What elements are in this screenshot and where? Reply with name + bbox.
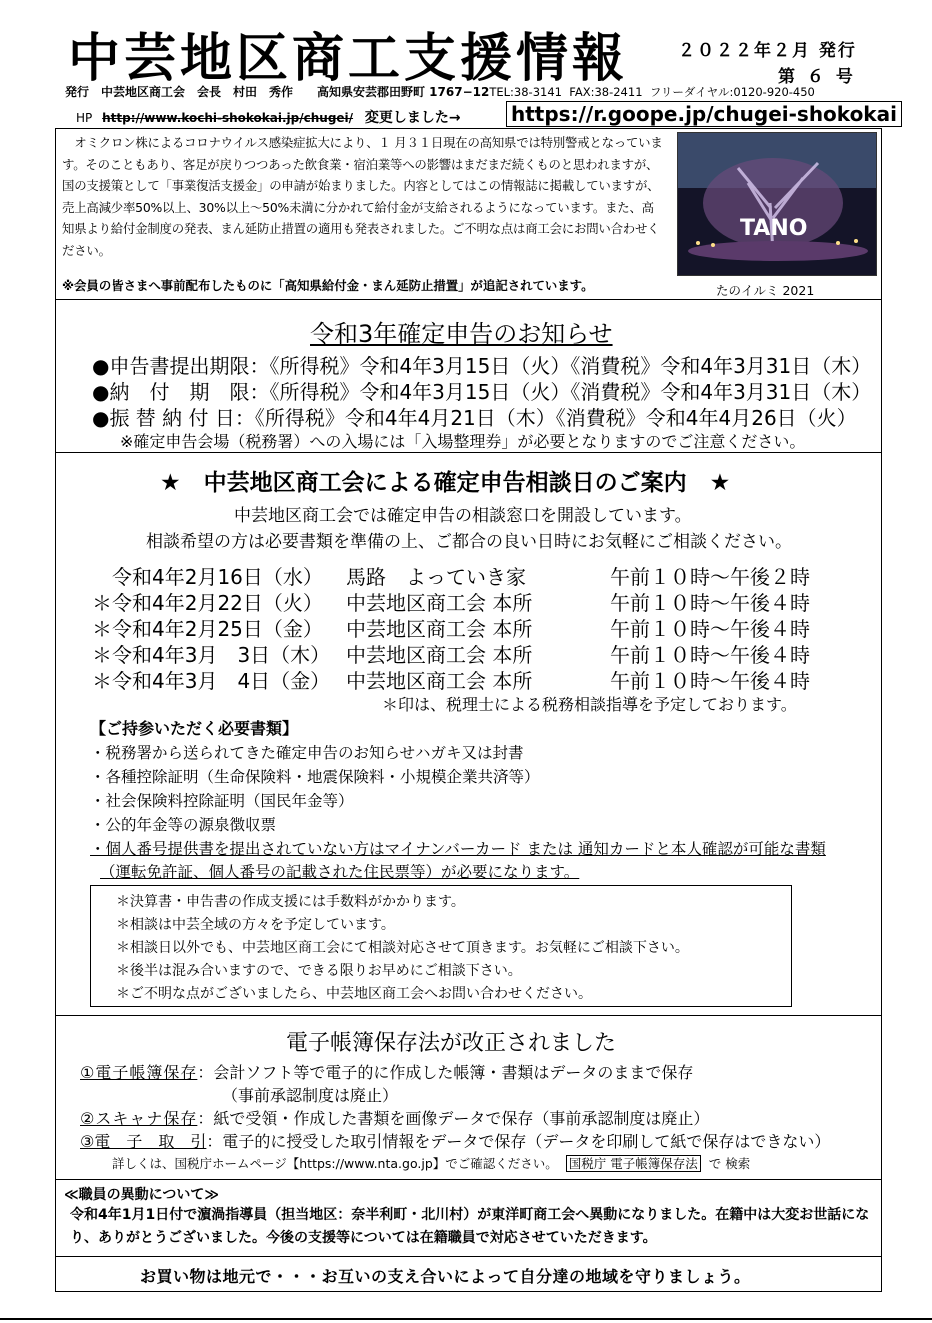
schedule-date: 令和4年2月16日（水）: [112, 565, 323, 589]
doc-item: （運転免許証、個人番号の記載された住民票等）が必要になります。: [100, 863, 580, 881]
doc-item: ・税務署から送られてきた確定申告のお知らせハガキ又は封書: [90, 744, 524, 762]
transfer-text: 令和4年1月1日付で濵渦指導員（担当地区：奈半利町・北川村）が東洋町商工会へ異動になりました。在籍中は大変お世話になり、ありがとうございました。今後の支援等については在籍職員で対応させていただきます。: [70, 1207, 870, 1246]
photo-sign-text: TANO: [740, 216, 808, 241]
ebook-item-label: ①電子帳簿保存: [80, 1063, 198, 1082]
fax: FAX:38-2411: [569, 85, 643, 99]
consult-note: ＊相談は中芸全域の方々を予定しています。: [116, 917, 395, 933]
ebook-item-3: [80, 1129, 830, 1152]
doc-item: ・各種控除証明（生命保険料・地震保険料・小規模企業共済等）: [90, 768, 540, 786]
tax-notice-heading: 令和3年確定申告のお知らせ: [310, 320, 613, 348]
ebook-item-label: ③電 子 取 引: [80, 1132, 207, 1151]
consult-note: ＊後半は混み合いますので、できる限りお早めにご相談下さい。: [116, 963, 522, 979]
schedule-time: 午前１０時～午後４時: [610, 591, 810, 615]
search-suffix: で 検索: [708, 1156, 751, 1171]
consultation-heading: ★ 中芸地区商工会による確定申告相談日のご案内 ★: [160, 470, 731, 496]
changed-label: 変更しました→: [364, 110, 461, 126]
homepage-line: [76, 107, 461, 127]
ebook-item-1: [80, 1060, 693, 1083]
new-url-link[interactable]: https://r.goope.jp/chugei-shokokai: [506, 101, 902, 127]
ebook-item-label: ②スキャナ保存: [80, 1109, 198, 1128]
schedule-time: 午前１０時～午後４時: [610, 617, 810, 641]
consultation-lead-1: 中芸地区商工会では確定申告の相談窓口を開設しています。: [234, 506, 692, 526]
photo-caption: たのイルミ 2021: [716, 283, 815, 298]
old-url-link[interactable]: http://www.kochi-shokokai.jp/chugei/: [102, 111, 354, 125]
hp-label: HP: [76, 111, 93, 125]
tax-row-transfer: ●振 替 納 付 日：《所得税》令和4年4月21日（木）《消費税》令和4年4月26日（火）: [92, 406, 857, 430]
newsletter-title: 中芸地区商工支援情報: [68, 29, 629, 89]
consult-note: ＊決算書・申告書の作成支援には手数料がかかります。: [116, 894, 465, 910]
ebook-footer: [112, 1154, 750, 1172]
ebook-item-2: [80, 1106, 709, 1129]
schedule-time: 午前１０時～午後４時: [610, 669, 810, 693]
publisher-info: [65, 83, 815, 100]
doc-item: ・公的年金等の源泉徴収票: [90, 816, 277, 834]
schedule-place: 馬路 よっていき家: [346, 565, 526, 589]
schedule-place: 中芸地区商工会 本所: [346, 617, 533, 641]
transfer-heading: ≪職員の異動について≫: [64, 1187, 220, 1203]
doc-item: ・社会保険料控除証明（国民年金等）: [90, 792, 354, 810]
consult-note: ＊ご不明な点がございましたら、中芸地区商工会へお問い合わせください。: [116, 986, 592, 1002]
schedule-place: 中芸地区商工会 本所: [346, 591, 533, 615]
ebook-item-1b: （事前承認制度は廃止）: [222, 1086, 399, 1105]
photo-image: [678, 133, 876, 275]
doc-item: ・個人番号提供書を提出されていない方はマイナンバーカード または 通知カードと本人確認が可能な書類: [90, 840, 826, 858]
illumination-photo: [677, 132, 877, 276]
tax-notice-note: ※確定申告会場（税務署）への入場には「入場整理券」が必要となりますのでご注意ください。: [120, 432, 806, 451]
schedule-place: 中芸地区商工会 本所: [346, 643, 533, 667]
slogan: お買い物は地元で・・・お互いの支え合いによって自分達の地域を守りましょう。: [140, 1267, 751, 1286]
schedule-time: 午前１０時～午後４時: [610, 643, 810, 667]
intro-text: オミクロン株によるコロナウイルス感染症拡大により、１ 月３１日現在の高知県では特別警戒となっています。そのこともあり、客足が戻りつつあった飲食業・宿泊業等への影響はまだまだ続くものと思われますが、国の支援策として「事業復活支援金」の申請が始まりました。内容としてはこの情報誌に掲載していますが、売上高減少率50%以上、30%以上～50%未満に分かれて給付金が支給されるようになっています。また、高知県より給付金制度の発表、まん延防止措置の適用も発表されました。ご不明な点は商工会にお問い合わせください。: [62, 135, 663, 258]
schedule-time: 午前１０時～午後２時: [610, 565, 810, 589]
freedial: フリーダイヤル:0120-920-450: [649, 85, 815, 99]
issue-date: ２０２２年２月 発行: [678, 41, 857, 61]
ebook-item-text: ：紙で受領・作成した書類を画像データで保存（事前承認制度は廃止）: [197, 1109, 710, 1128]
schedule-date: ＊令和4年2月25日（金）: [92, 617, 323, 641]
consultation-lead-2: 相談希望の方は必要書類を準備の上、ご都合の良い日時にお気軽にご相談ください。: [146, 532, 792, 552]
intro-note: ※会員の皆さまへ事前配布したものに「高知県給付金・まん延防止措置」が追記されています。: [62, 278, 594, 293]
docs-heading: 【ご持参いただく必要書類】: [90, 719, 299, 738]
tax-row-payment: ●納 付 期 限：《所得税》令和4年3月15日（火）《消費税》令和4年3月31日（木）: [92, 380, 872, 404]
ebook-heading: 電子帳簿保存法が改正されました: [286, 1031, 617, 1056]
ebook-item-text: ：会計ソフト等で電子的に作成した帳簿・書類はデータのままで保存: [197, 1063, 694, 1082]
search-box[interactable]: 国税庁 電子帳簿保存法: [566, 1155, 701, 1172]
ebook-footer-text: 詳しくは、国税庁ホームページ【https://www.nta.go.jp】でご確認ください。: [112, 1156, 558, 1171]
schedule-date: ＊令和4年3月 3日（木）: [92, 643, 331, 667]
bottom-rule: [0, 1318, 932, 1320]
issue-number: 第 ６ 号: [778, 67, 856, 87]
schedule-date: ＊令和4年3月 4日（金）: [92, 669, 331, 693]
consult-note: ＊相談日以外でも、中芸地区商工会にて相談対応させて頂きます。お気軽にご相談下さい。: [116, 940, 689, 956]
schedule-note: ＊印は、税理士による税務相談指導を予定しております。: [382, 695, 797, 714]
tax-row-filing: ●申告書提出期限：《所得税》令和4年3月15日（火）《消費税》令和4年3月31日（木）: [92, 354, 872, 378]
ebook-item-text: ：電子的に授受した取引情報をデータで保存（データを印刷して紙で保存はできない）: [206, 1132, 831, 1151]
schedule-date: ＊令和4年2月22日（火）: [92, 591, 323, 615]
tel: TEL:38-3141: [489, 85, 562, 99]
publisher: 発行 中芸地区商工会 会長 村田 秀作 高知県安芸郡田野町 1767−12: [65, 85, 490, 99]
schedule-place: 中芸地区商工会 本所: [346, 669, 533, 693]
